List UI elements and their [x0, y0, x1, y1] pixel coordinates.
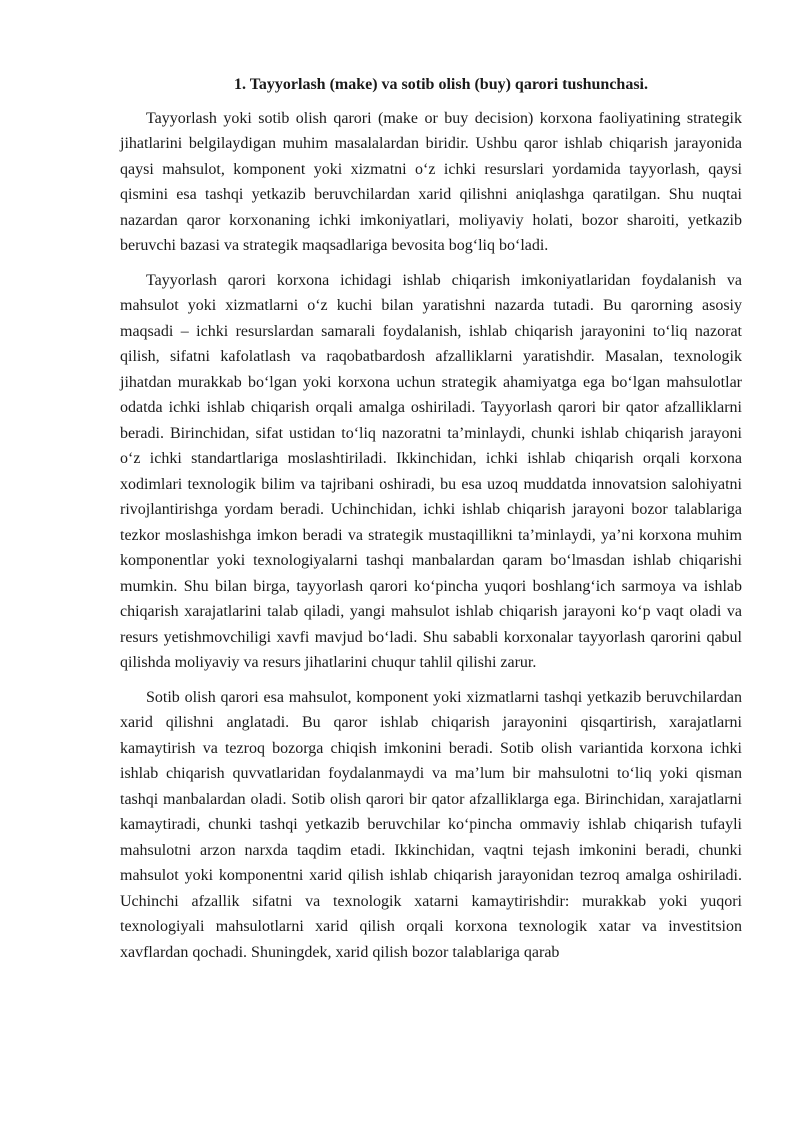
- paragraph-3: Sotib olish qarori esa mahsulot, komponent yoki xizmatlarni tashqi yetkazib beruvchilardan xarid qilishni anglatadi. Bu qaror ishlab chiqarish jarayonini qisqartirish, xarajatlarni kamaytirish va tezroq bozorga chiqish imkonini beradi. Sotib olish variantida korxona ichki ishlab chiqarish quvvatlaridan foydalanmaydi va ma’lum bir mahsulotni to‘liq yoki qisman tashqi manbalardan oladi. Sotib olish qarori bir qator afzalliklarga ega. Birinchidan, xarajatlarni kamaytiradi, chunki tashqi yetkazib beruvchilar ko‘pincha ommaviy ishlab chiqarish tufayli mahsulotni arzon narxda taqdim etadi. Ikkinchidan, vaqtni tejash imkonini beradi, chunki mahsulot yoki komponentni xarid qilish ishlab chiqarish jarayonidan tezroq amalga oshiriladi. Uchinchi afzallik sifatni va texnologik xatarni kamaytirishdir: murakkab yoki yuqori texnologiyali mahsulotlarni xarid qilish orqali korxona texnologik xatar va investitsion xavflardan qochadi. Shuningdek, xarid qilish bozor talablariga qarab: [120, 688, 742, 961]
- section-heading: 1. Tayyorlash (make) va sotib olish (buy) qarori tushunchasi.: [233, 76, 648, 93]
- paragraph-2: Tayyorlash qarori korxona ichidagi ishlab chiqarish imkoniyatlaridan foydalanish va mahsulot yoki xizmatlarni o‘z kuchi bilan yaratishni nazarda tutadi. Bu qarorning asosiy maqsadi – ichki resurslardan samarali foydalanish, ishlab chiqarish jarayonini to‘liq nazorat qilish, sifatni kafolatlash va raqobatbardosh afzalliklarni yaratishdir. Masalan, texnologik jihatdan murakkab bo‘lgan yoki korxona uchun strategik ahamiyatga ega bo‘lgan mahsulotlar odatda ichki ishlab chiqarish orqali amalga oshiriladi. Tayyorlash qarori bir qator afzalliklarni beradi. Birinchidan, sifat ustidan to‘liq nazoratni ta’minlaydi, chunki ishlab chiqarish jarayoni o‘z ichki standartlariga moslashtiriladi. Ikkinchidan, ichki ishlab chiqarish orqali korxona xodimlari texnologik bilim va tajribani oshiradi, bu esa uzoq muddatda innovatsion salohiyatni rivojlantirishga yordam beradi. Uchinchidan, ichki ishlab chiqarish jarayoni bozor talablariga tezkor moslashishga imkon beradi va strategik mustaqillikni ta’minlaydi, ya’ni korxona muhim komponentlar yoki texnologiyalarni tashqi manbalardan qaram bo‘lmasdan ishlab chiqarishi mumkin. Shu bilan birga, tayyorlash qarori ko‘pincha yuqori boshlang‘ich sarmoya va ishlab chiqarish xarajatlarini talab qiladi, yangi mahsulot ishlab chiqarish jarayoni ko‘p vaqt oladi va resurs yetishmovchiligi xavfi mavjud bo‘ladi. Shu sababli korxonalar tayyorlash qarorini qabul qilishda moliyaviy va resurs jihatlarini chuqur tahlil qilishi zarur.: [120, 271, 742, 671]
- document-page: [120, 72, 742, 974]
- paragraph-1: Tayyorlash yoki sotib olish qarori (make or buy decision) korxona faoliyatining strategik jihatlarini belgilaydigan muhim masalalardan biridir. Ushbu qaror ishlab chiqarish jarayonida qaysi mahsulot, komponent yoki xizmatni o‘z ichki resurslari yordamida tayyorlash, qaysi qismini esa tashqi yetkazib beruvchilardan xarid qilishni aniqlashga qaratilgan. Shu nuqtai nazardan qaror korxonaning ichki imkoniyatlari, moliyaviy holati, bozor sharoiti, yetkazib beruvchi bazasi va strategik maqsadlariga bevosita bog‘liq bo‘ladi.: [120, 109, 742, 254]
